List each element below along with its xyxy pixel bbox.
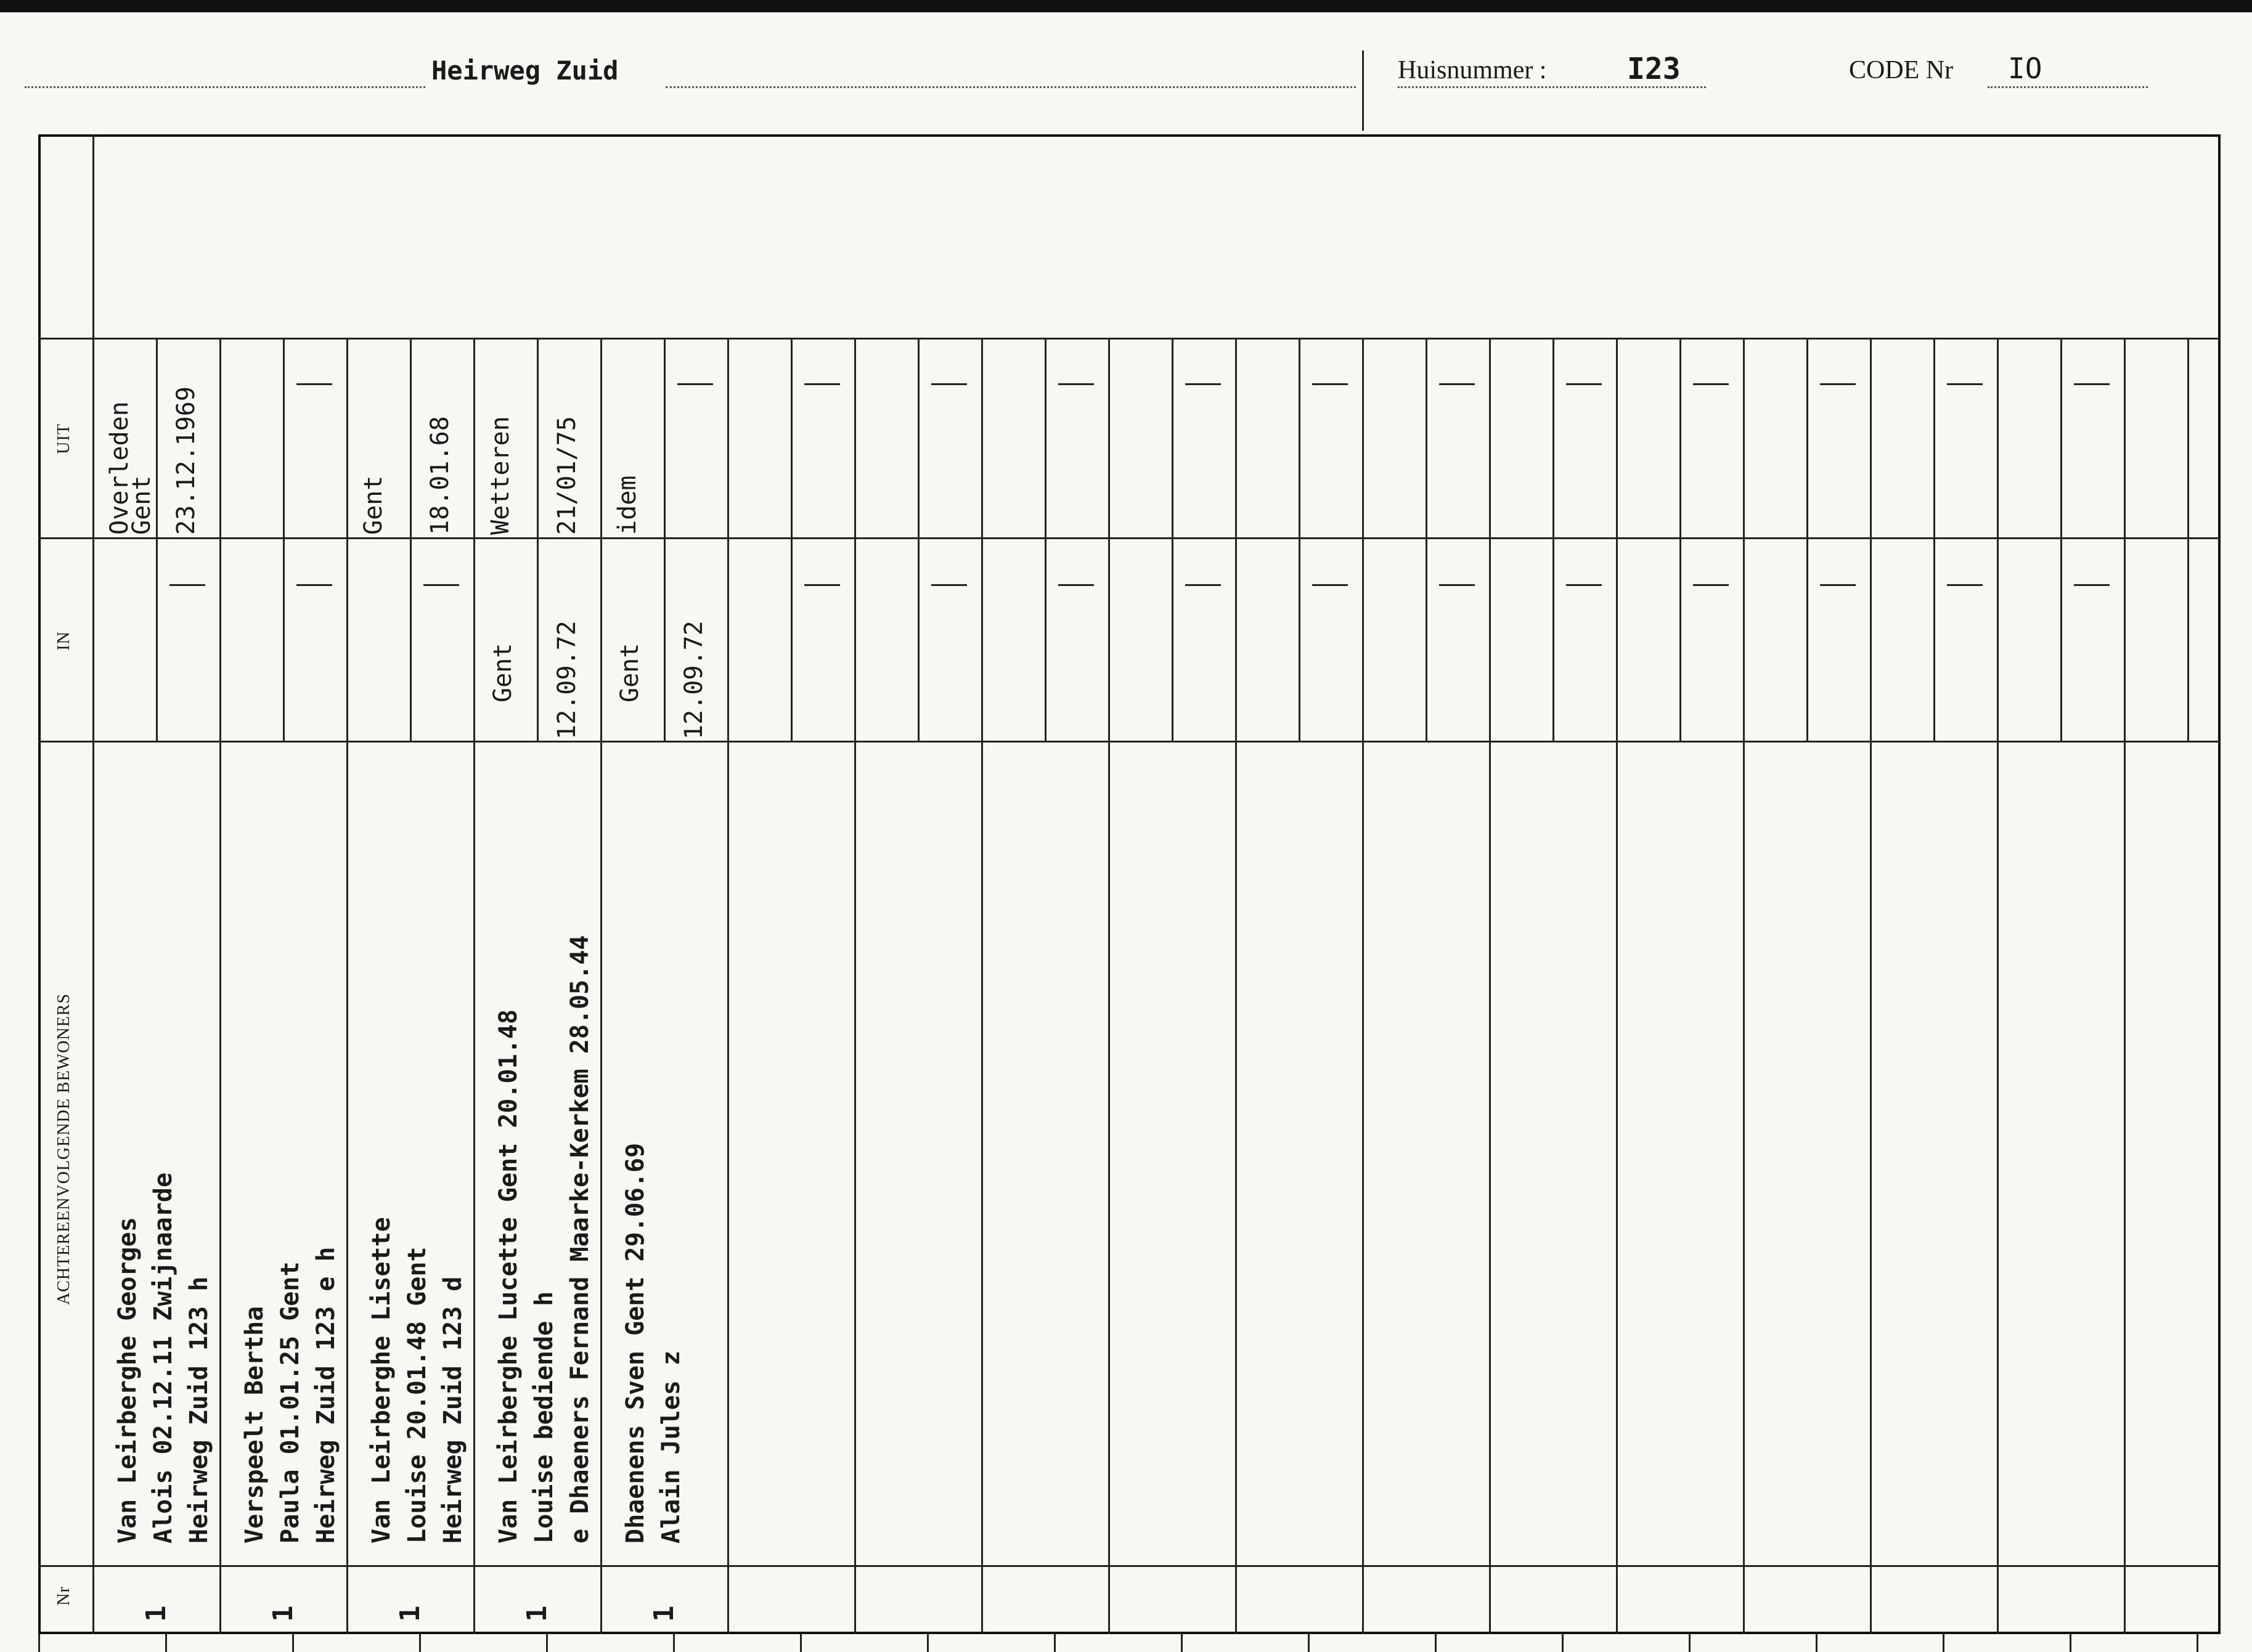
empty-dash — [2074, 383, 2110, 385]
resident-line: Alois 02.12.11 Zwijnaarde — [149, 1172, 177, 1544]
subcell-separator — [1172, 338, 1173, 741]
subcell-separator — [791, 338, 793, 741]
resident-line: Heirweg Zuid 123 e h — [312, 1247, 340, 1544]
empty-dash — [1185, 383, 1221, 385]
tick-mark — [419, 1634, 421, 1652]
empty-dash — [931, 584, 967, 586]
tick-mark — [927, 1634, 929, 1652]
tick-mark — [1689, 1634, 1691, 1652]
resident-line: Verspeelt Bertha — [240, 1306, 269, 1544]
entry-number: 1 — [394, 1605, 426, 1622]
empty-dash — [1058, 383, 1094, 385]
tick-mark — [1562, 1634, 1564, 1652]
row-separator — [38, 537, 2221, 539]
resident-line: e Dhaeners Fernand Maarke-Kerkem 28.05.44 — [566, 935, 594, 1544]
column-separator — [981, 338, 983, 1634]
street-name: Heirweg Zuid — [431, 55, 619, 86]
empty-dash — [1820, 383, 1856, 385]
code-label: CODE Nr — [1849, 56, 1954, 84]
tick-mark — [1816, 1634, 1818, 1652]
resident-line: Dhaenens Sven Gent 29.06.69 — [621, 1142, 650, 1544]
tick-mark — [292, 1634, 294, 1652]
huisnummer-label: Huisnummer : — [1398, 56, 1547, 84]
tick-mark — [1943, 1634, 1944, 1652]
empty-dash — [1312, 584, 1348, 586]
column-separator — [1997, 338, 1999, 1634]
subcell-separator — [156, 338, 158, 741]
uit-place: idem — [613, 475, 642, 535]
column-separator — [2124, 338, 2126, 1634]
resident-line: Van Leirberghe Lucette Gent 20.01.48 — [494, 1009, 523, 1544]
entry-number: 1 — [521, 1605, 553, 1622]
empty-dash — [1439, 383, 1475, 385]
column-separator — [854, 338, 856, 1634]
row-label-uit: UIT — [54, 423, 73, 454]
tick-mark — [165, 1634, 167, 1652]
uit-place: Gent — [128, 475, 156, 535]
resident-line: Van Leirberghe Lisette — [367, 1217, 396, 1544]
column-separator — [1616, 338, 1618, 1634]
tick-mark — [1435, 1634, 1437, 1652]
empty-dash — [1058, 584, 1094, 586]
column-separator — [346, 338, 348, 1634]
entry-number: 1 — [648, 1605, 680, 1622]
entry-number: 1 — [267, 1605, 299, 1622]
subcell-separator — [537, 338, 539, 741]
empty-dash — [1566, 383, 1602, 385]
column-separator — [1235, 338, 1237, 1634]
header-separator — [1362, 51, 1364, 131]
subcell-separator — [1045, 338, 1046, 741]
tick-mark — [1054, 1634, 1056, 1652]
tick-mark — [2070, 1634, 2071, 1652]
resident-line: Heirweg Zuid 123 h — [185, 1276, 213, 1544]
tick-mark — [800, 1634, 802, 1652]
resident-line: Heirweg Zuid 123 d — [439, 1276, 467, 1544]
tick-mark — [38, 1634, 40, 1652]
row-label-nr: Nr — [54, 1586, 73, 1606]
resident-line: Alain Jules z — [657, 1350, 685, 1544]
subcell-separator — [2187, 338, 2189, 741]
column-separator — [1362, 338, 1364, 1634]
empty-dash — [1820, 584, 1856, 586]
subcell-separator — [1299, 338, 1300, 741]
uit-place: Overleden — [105, 401, 134, 535]
subcell-separator — [664, 338, 666, 741]
subcell-separator — [1933, 338, 1935, 741]
empty-dash — [804, 584, 840, 586]
empty-dash — [169, 584, 205, 586]
row-separator — [38, 1565, 2221, 1567]
empty-dash — [931, 383, 967, 385]
empty-dash — [423, 584, 459, 586]
in-place: Gent — [489, 643, 517, 702]
empty-dash — [677, 383, 713, 385]
empty-dash — [804, 383, 840, 385]
scan-top-edge — [0, 0, 2252, 12]
subcell-separator — [410, 338, 412, 741]
code-value: IO — [2008, 52, 2042, 85]
column-separator — [727, 338, 729, 1634]
row-label-in: IN — [54, 631, 73, 651]
row-label-bewoners: ACHTEREENVOLGENDE BEWONERS — [54, 993, 73, 1305]
in-date: 12.09.72 — [553, 621, 581, 739]
tick-mark — [673, 1634, 675, 1652]
entry-number: 1 — [141, 1605, 172, 1622]
column-separator — [1870, 338, 1872, 1634]
empty-dash — [1312, 383, 1348, 385]
uit-date: 23.12.1969 — [172, 386, 200, 535]
subcell-separator — [2060, 338, 2062, 741]
dotted-line — [1988, 86, 2148, 88]
dotted-line — [666, 86, 1356, 88]
resident-line: Louise 20.01.48 Gent — [403, 1247, 431, 1544]
in-date: 12.09.72 — [680, 621, 708, 739]
column-separator — [1743, 338, 1745, 1634]
empty-dash — [296, 584, 332, 586]
subcell-separator — [1552, 338, 1554, 741]
empty-dash — [1693, 584, 1729, 586]
column-separator — [600, 338, 602, 1634]
subcell-separator — [918, 338, 920, 741]
gutter-line — [92, 134, 94, 1634]
uit-place: Gent — [359, 475, 388, 535]
empty-dash — [1439, 584, 1475, 586]
uit-place: Wetteren — [486, 416, 515, 535]
subcell-separator — [1679, 338, 1681, 741]
subcell-separator — [1426, 338, 1427, 741]
tick-mark — [1181, 1634, 1183, 1652]
subcell-separator — [283, 338, 285, 741]
in-place: Gent — [616, 643, 644, 702]
column-separator — [1489, 338, 1491, 1634]
column-separator — [473, 338, 475, 1634]
resident-line: Van Leirberghe Georges — [113, 1217, 142, 1544]
huisnummer-value: I23 — [1627, 52, 1681, 86]
column-separator — [219, 338, 221, 1634]
resident-line: Paula 01.01.25 Gent — [276, 1261, 304, 1544]
empty-dash — [1185, 584, 1221, 586]
dotted-line — [1398, 86, 1706, 88]
column-separator — [1108, 338, 1110, 1634]
resident-line: Louise bediende h — [530, 1291, 558, 1544]
tick-mark — [546, 1634, 548, 1652]
uit-date: 21/01/75 — [553, 416, 581, 535]
row-separator — [38, 741, 2221, 743]
empty-dash — [1947, 383, 1983, 385]
subcell-separator — [1806, 338, 1808, 741]
empty-dash — [1693, 383, 1729, 385]
dotted-line — [25, 86, 425, 88]
row-separator — [38, 338, 2221, 340]
tick-mark — [2197, 1634, 2198, 1652]
uit-date: 18.01.68 — [426, 416, 454, 535]
tick-mark — [1308, 1634, 1310, 1652]
empty-dash — [1566, 584, 1602, 586]
empty-dash — [2074, 584, 2110, 586]
empty-dash — [1947, 584, 1983, 586]
empty-dash — [296, 383, 332, 385]
